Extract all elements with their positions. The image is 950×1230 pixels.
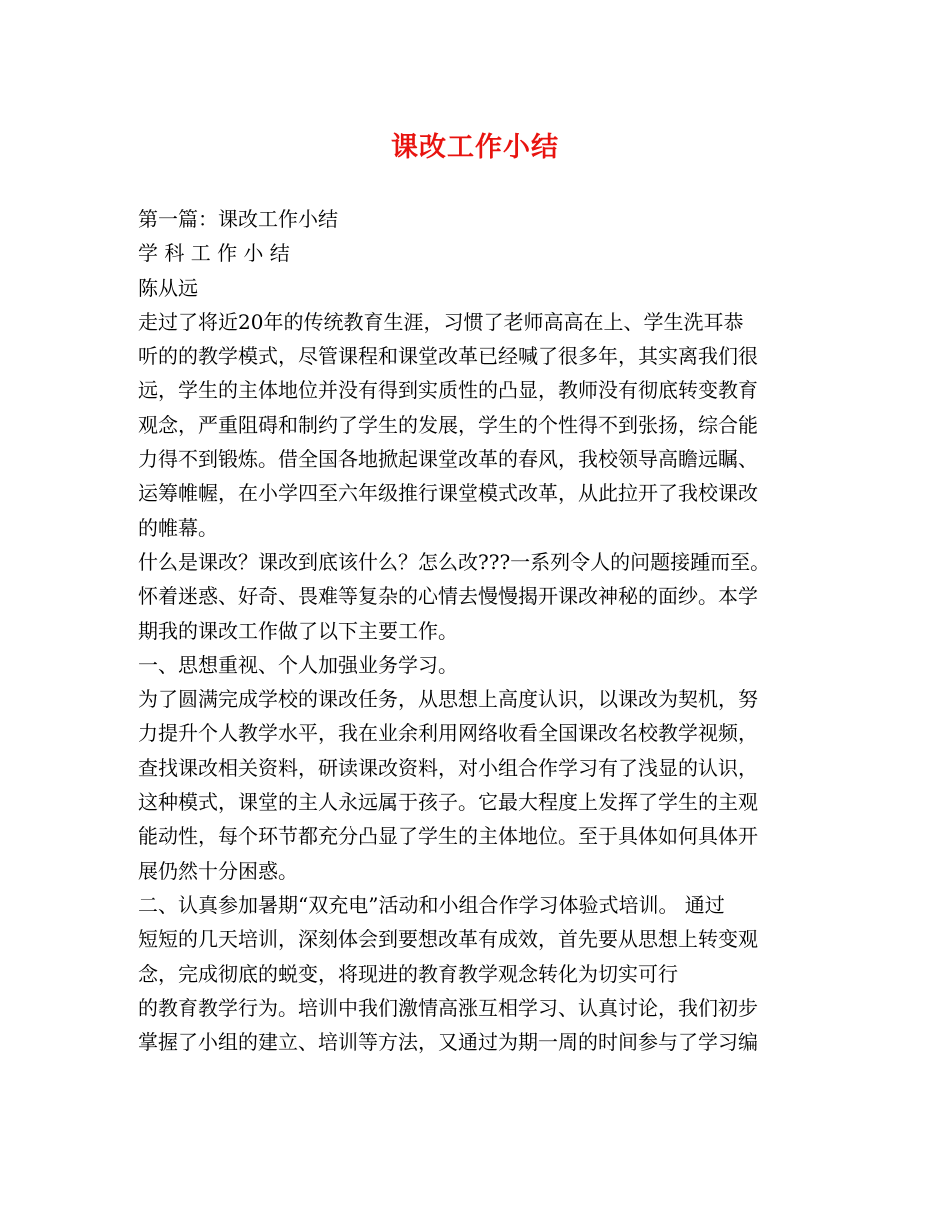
text-line: 短短的几天培训，深刻体会到要想改革有成效，首先要从思想上转变观 xyxy=(138,927,758,952)
subtitle: 学 科 工 作 小 结 xyxy=(138,241,290,266)
text-line: 期我的课改工作做了以下主要工作。 xyxy=(138,618,458,643)
text-line: 能动性，每个环节都充分凸显了学生的主体地位。至于具体如何具体开 xyxy=(138,824,758,849)
text-line: 力提升个人教学水平，我在业余利用网络收看全国课改名校教学视频， xyxy=(138,721,758,746)
text-line: 的帷幕。 xyxy=(138,515,218,540)
text-line: 走过了将近20年的传统教育生涯，习惯了老师高高在上、学生洗耳恭 xyxy=(138,309,744,334)
text-line: 查找课改相关资料，研读课改资料，对小组合作学习有了浅显的认识， xyxy=(138,755,758,780)
text-line: 力得不到锻炼。借全国各地掀起课堂改革的春风，我校领导高瞻远瞩、 xyxy=(138,447,758,472)
text-line: 什么是课改？课改到底该什么？怎么改???一系列令人的问题接踵而至。 xyxy=(138,549,771,574)
text-line: 这种模式，课堂的主人永远属于孩子。它最大程度上发挥了学生的主观 xyxy=(138,790,758,815)
text-line: 远，学生的主体地位并没有得到实质性的凸显，教师没有彻底转变教育 xyxy=(138,378,758,403)
text-line: 展仍然十分困惑。 xyxy=(138,858,298,883)
section-heading-2: 二、认真参加暑期“双充电”活动和小组合作学习体验式培训。 通过 xyxy=(138,892,725,917)
text-line: 为了圆满完成学校的课改任务，从思想上高度认识，以课改为契机，努 xyxy=(138,687,758,712)
text-line: 运筹帷幄，在小学四至六年级推行课堂模式改革，从此拉开了我校课改 xyxy=(138,481,758,506)
document-body xyxy=(138,202,828,1059)
text-line: 掌握了小组的建立、培训等方法，又通过为期一周的时间参与了学习编 xyxy=(138,1030,758,1055)
section-heading: 第一篇：课改工作小结 xyxy=(138,207,338,231)
text-line: 听的的教学模式，尽管课程和课堂改革已经喊了很多年，其实离我们很 xyxy=(138,344,758,369)
section-heading-1: 一、思想重视、个人加强业务学习。 xyxy=(138,652,458,677)
text-line: 的教育教学行为。培训中我们激情高涨互相学习、认真讨论，我们初步 xyxy=(138,995,758,1020)
text-line: 怀着迷惑、好奇、畏难等复杂的心情去慢慢揭开课改神秘的面纱。本学 xyxy=(138,584,758,609)
text-line: 念，完成彻底的蜕变，将现进的教育教学观念转化为切实可行 xyxy=(138,961,678,986)
text-line: 观念，严重阻碍和制约了学生的发展，学生的个性得不到张扬，综合能 xyxy=(138,412,758,437)
author: 陈从远 xyxy=(138,275,198,300)
document-title: 课改工作小结 xyxy=(391,132,559,163)
